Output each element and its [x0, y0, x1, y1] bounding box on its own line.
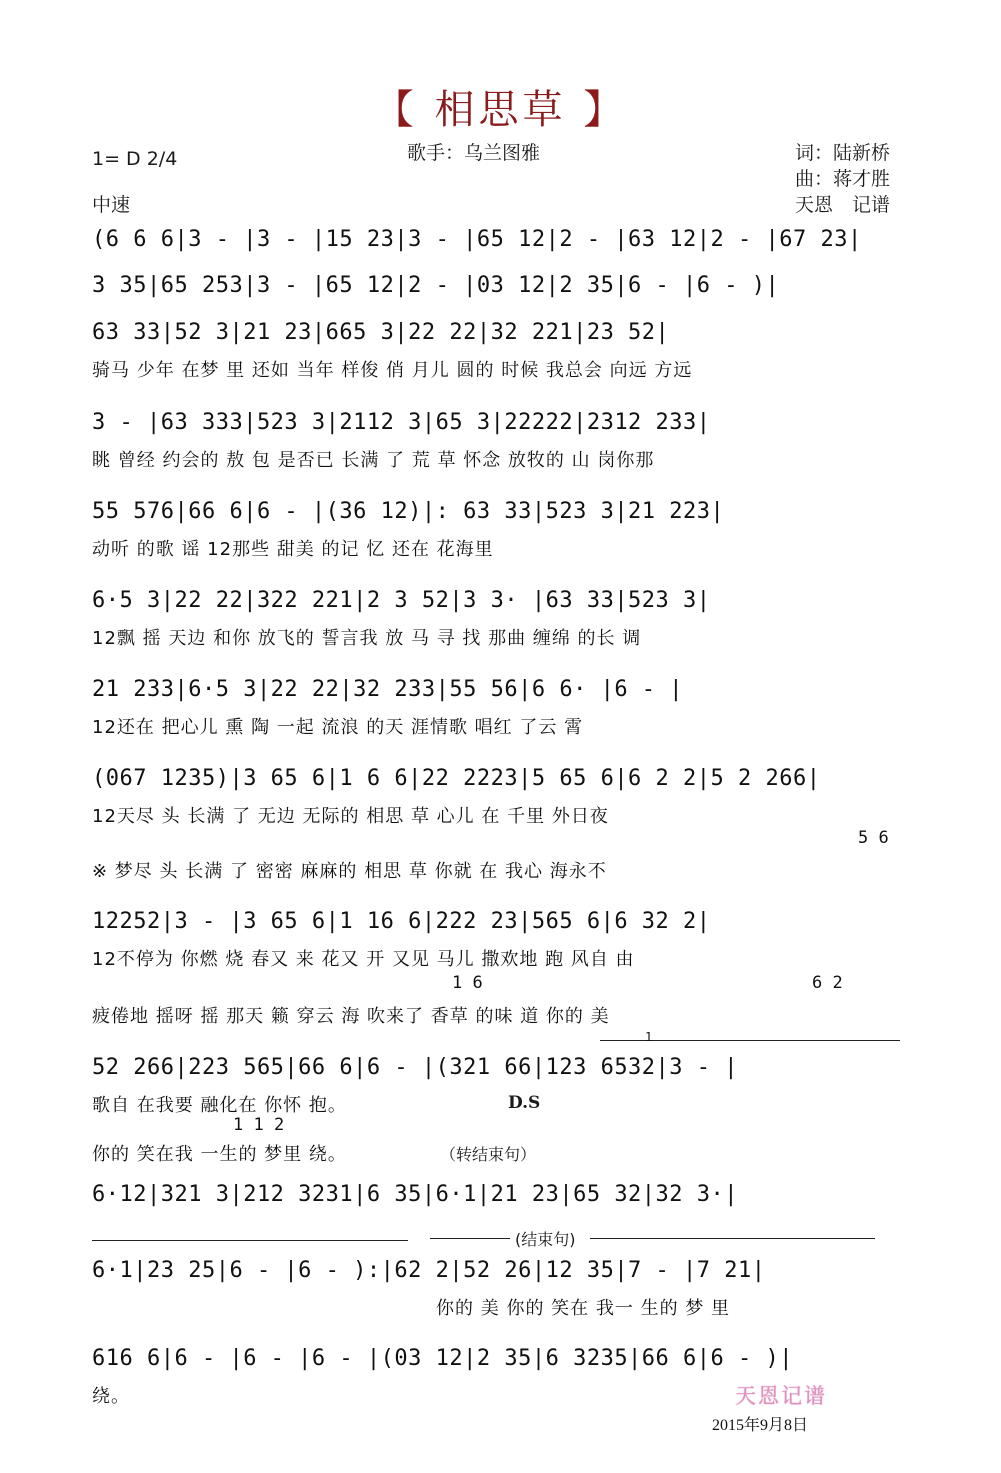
singer-credit: 歌手：乌兰图雅 — [407, 142, 541, 164]
notation-row: 63 33|52 3|21 23|665 3|22 22|32 221|23 52| — [92, 320, 670, 345]
tempo-marking: 中速 — [92, 194, 131, 216]
lyricist-credit: 词：陆新桥 — [795, 142, 891, 164]
alt-notes: 5 6 — [858, 828, 889, 848]
dal-segno-marking: D.S — [508, 1093, 541, 1113]
notation-row: 6·5 3|22 22|322 221|2 3 52|3 3· |63 33|523 3| — [92, 588, 711, 613]
notation-row: 3 - |63 333|523 3|2112 3|65 3|22222|2312 233| — [92, 410, 711, 435]
lyric-line: 眺 曾经 约会的 敖 包 是否已 长满 了 荒 草 怀念 放牧的 山 岗你那 — [92, 450, 655, 471]
lyric-line-verse2: 你的 笑在我 一生的 梦里 绕。 — [92, 1144, 347, 1165]
lyric-line: 12还在 把心儿 熏 陶 一起 流浪 的天 涯情歌 唱红 了云 霄 — [92, 717, 584, 738]
lyric-line: 骑马 少年 在梦 里 还如 当年 样俊 俏 月儿 圆的 时候 我总会 向远 方远 — [92, 360, 693, 381]
lyric-line: 12飘 摇 天边 和你 放飞的 誓言我 放 马 寻 找 那曲 缠绵 的长 调 — [92, 628, 642, 649]
song-title: 【 相思草 】 — [373, 87, 628, 133]
alt-notes: 1 6 — [452, 973, 483, 993]
lyric-line: 绕。 — [92, 1386, 130, 1407]
lyric-line: 12不停为 你燃 烧 春又 来 花又 开 又见 马儿 撒欢地 跑 风自 由 — [92, 949, 635, 970]
transcriber-stamp: 天恩记谱 — [735, 1384, 827, 1408]
notation-row: 3 35|65 253|3 - |65 12|2 - |03 12|2 35|6 - |6 - )| — [92, 273, 780, 298]
transcription-date: 2015年9月8日 — [712, 1417, 809, 1434]
ending-bracket — [590, 1238, 875, 1239]
notation-row: 6·12|321 3|212 3231|6 35|6·1|21 23|65 32|32 3·| — [92, 1182, 739, 1207]
lyric-line-verse2: 疲倦地 摇呀 摇 那天 籁 穿云 海 吹来了 香草 的味 道 你的 美 — [92, 1006, 610, 1027]
alt-notes: 6 2 — [812, 973, 843, 993]
notation-row: 6·1|23 25|6 - |6 - ):|62 2|52 26|12 35|7 - |7 21| — [92, 1258, 766, 1283]
transcriber-credit: 天恩 记谱 — [795, 194, 891, 216]
lyric-line: 歌自 在我要 融化在 你怀 抱。 — [92, 1095, 347, 1116]
notation-row: (067 1235)|3 65 6|1 6 6|22 2223|5 65 6|6 2 2|5 2 266| — [92, 766, 821, 791]
notation-row: 21 233|6·5 3|22 22|32 233|55 56|6 6· |6 - | — [92, 677, 684, 702]
lyric-line-verse2: ※ 梦尽 头 长满 了 密密 麻麻的 相思 草 你就 在 我心 海永不 — [92, 861, 607, 882]
key-signature: 1= D 2/4 — [92, 148, 178, 170]
notation-row: (6 6 6|3 - |3 - |15 23|3 - |65 12|2 - |63 12|2 - |67 23| — [92, 227, 862, 252]
notation-row: 12252|3 - |3 65 6|1 16 6|222 23|565 6|6 32 2| — [92, 909, 711, 934]
volta-number: 1 — [645, 1030, 653, 1044]
notation-row: 52 266|223 565|66 6|6 - |(321 66|123 6532|3 - | — [92, 1055, 739, 1080]
coda-note: （转结束句） — [440, 1145, 537, 1164]
alt-notes: 1 1 2 — [233, 1115, 285, 1135]
composer-credit: 曲：蒋才胜 — [795, 168, 891, 190]
lyric-line: 你的 美 你的 笑在 我一 生的 梦 里 — [436, 1298, 731, 1319]
volta-bracket — [92, 1240, 408, 1241]
notation-row: 55 576|66 6|6 - |(36 12)|: 63 33|523 3|21 223| — [92, 499, 725, 524]
lyric-line: 12天尽 头 长满 了 无边 无际的 相思 草 心儿 在 千里 外日夜 — [92, 806, 609, 827]
notation-row: 616 6|6 - |6 - |6 - |(03 12|2 35|6 3235|66 6|6 - )| — [92, 1346, 794, 1371]
ending-bracket — [430, 1238, 510, 1239]
lyric-line: 动听 的歌 谣 12那些 甜美 的记 忆 还在 花海里 — [92, 539, 494, 560]
ending-label: (结束句) — [515, 1230, 576, 1249]
